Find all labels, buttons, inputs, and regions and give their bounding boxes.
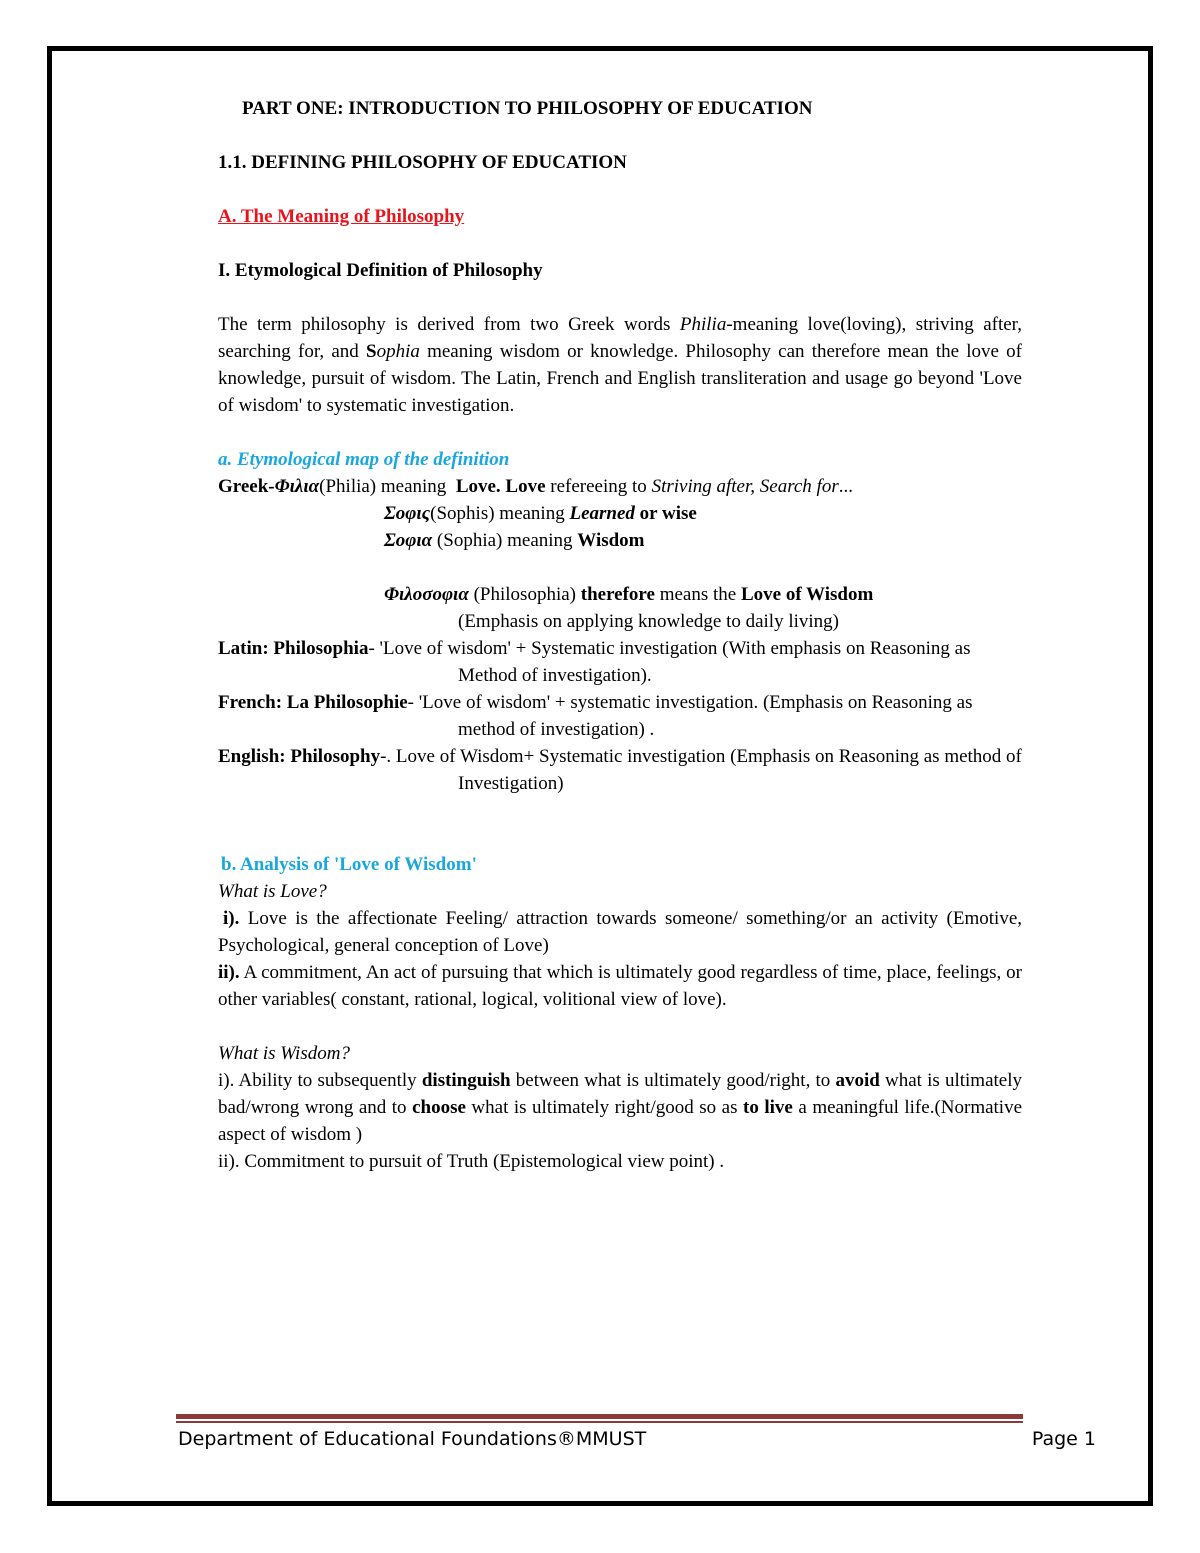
love-ii-text: A commitment, An act of pursuing that which is ultimately good regardless of time, place, feelings, or other variables( constant, rational, logical, volitional view of love). xyxy=(218,962,1022,1010)
latin-text: - 'Love of wisdom' + Systematic investigation (With emphasis on Reasoning as Method of investigation). xyxy=(368,638,971,686)
french-label: French: La Philosophie xyxy=(218,692,408,713)
heading-analysis: b. Analysis of 'Love of Wisdom' xyxy=(221,854,477,875)
latin-line xyxy=(218,635,1022,689)
wisdom-choose: choose xyxy=(412,1097,466,1118)
heading-meaning-of-philosophy: A. The Meaning of Philosophy xyxy=(218,206,465,227)
wisdom-text: i). Ability to subsequently xyxy=(218,1070,422,1091)
intro-text: meaning wisdom or knowledge. Philosophy can therefore mean the love of knowledge, pursuit of wisdom. The Latin, French and English transliteration and usage go beyond 'Love of wisdom' to systematic investigation. xyxy=(218,341,1022,416)
sophis-line xyxy=(218,500,1022,527)
greek-text: refereeing to xyxy=(545,476,652,497)
love-i-label: i). xyxy=(223,908,240,929)
wisdom-avoid: avoid xyxy=(835,1070,880,1091)
sophis-wise: or wise xyxy=(634,503,697,524)
philosophia-text: (Philosophia) xyxy=(468,584,581,605)
intro-ophia: ophia xyxy=(376,341,420,362)
question-wisdom: What is Wisdom? xyxy=(218,1043,350,1064)
greek-text: (Philia) meaning xyxy=(319,476,452,497)
intro-s: S xyxy=(366,341,377,362)
wisdom-text: what is ultimately bad/wrong wrong and to xyxy=(218,1070,1022,1118)
sophia-text: (Sophia) meaning xyxy=(432,530,578,551)
heading-etymological-definition: I. Etymological Definition of Philosophy xyxy=(218,260,543,281)
greek-word-philosophia: Φιλοσοφια xyxy=(384,584,469,605)
philosophia-therefore: therefore xyxy=(580,584,655,605)
greek-label: Greek- xyxy=(218,476,275,497)
footer-department: Department of Educational Foundations®MMUST xyxy=(178,1428,647,1450)
wisdom-definition-i xyxy=(218,1067,1022,1148)
document-body xyxy=(218,95,1022,1175)
latin-label: Latin: Philosophia xyxy=(218,638,369,659)
french-line xyxy=(218,689,1022,743)
philosophia-line xyxy=(218,581,1022,608)
wisdom-text: what is ultimately right/good so as xyxy=(465,1097,744,1118)
footer-rule-thin xyxy=(176,1421,1023,1423)
greek-text: ... xyxy=(838,476,853,497)
greek-word-sophia: Σοφια xyxy=(384,530,433,551)
love-i-text: Love is the affectionate Feeling/ attraction towards someone/ something/or an activity (Emotive, Psychological, general conception of Love) xyxy=(218,908,1022,956)
greek-word-sophis: Σοφις xyxy=(384,503,431,524)
english-label: English: Philosophy xyxy=(218,746,381,767)
intro-text: -meaning love(loving), striving after, searching for, and xyxy=(218,314,1022,362)
sophia-wisdom: Wisdom xyxy=(577,530,645,551)
wisdom-to-live: to live xyxy=(743,1097,793,1118)
wisdom-definition-ii: ii). Commitment to pursuit of Truth (Epistemological view point) . xyxy=(218,1151,725,1172)
intro-paragraph xyxy=(218,311,1022,419)
love-ii-label: ii). xyxy=(218,962,240,983)
greek-word-philia: Φιλια xyxy=(274,476,320,497)
love-definition-ii xyxy=(218,959,1022,1013)
intro-philia: Philia xyxy=(679,314,727,335)
sophia-line xyxy=(218,527,1022,554)
english-line xyxy=(218,743,1022,797)
sophis-learned: Learned xyxy=(569,503,635,524)
french-text: - 'Love of wisdom' + systematic investigation. (Emphasis on Reasoning as method of investigation) . xyxy=(407,692,973,740)
greek-line xyxy=(218,473,1022,500)
footer-rule xyxy=(176,1414,1023,1419)
philosophia-love: Love of Wisdom xyxy=(740,584,874,605)
heading-etymological-map: a. Etymological map of the definition xyxy=(218,449,510,470)
question-love: What is Love? xyxy=(218,881,327,902)
english-text: -. Love of Wisdom+ Systematic investigation (Emphasis on Reasoning as method of Investigation) xyxy=(380,746,1022,794)
greek-love: Love. Love xyxy=(455,476,546,497)
wisdom-text: between what is ultimately good/right, to xyxy=(510,1070,836,1091)
intro-text: The term philosophy is derived from two Greek words xyxy=(218,314,680,335)
part-title: PART ONE: INTRODUCTION TO PHILOSOPHY OF EDUCATION xyxy=(242,98,813,119)
philosophia-emphasis: (Emphasis on applying knowledge to daily living) xyxy=(458,611,840,632)
love-definition-i xyxy=(218,905,1022,959)
section-title: 1.1. DEFINING PHILOSOPHY OF EDUCATION xyxy=(218,152,627,173)
footer-page-number: Page 1 xyxy=(1031,1428,1096,1450)
philosophia-text: means the xyxy=(654,584,741,605)
wisdom-distinguish: distinguish xyxy=(421,1070,511,1091)
wisdom-text: a meaningful life.(Normative aspect of wisdom ) xyxy=(218,1097,1023,1145)
sophis-text: (Sophis) meaning xyxy=(430,503,570,524)
greek-striving: Striving after, Search for xyxy=(651,476,839,497)
